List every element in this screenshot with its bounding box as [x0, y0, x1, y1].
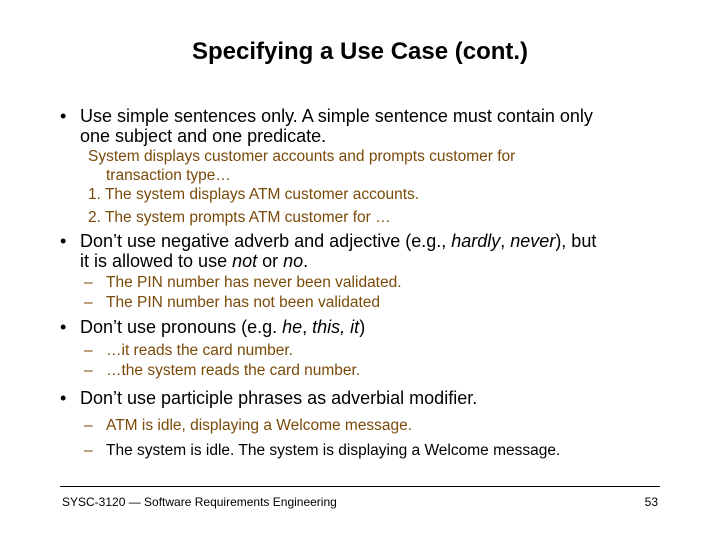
- example-dash: [84, 341, 293, 360]
- bullet-participle-phrases: [60, 388, 680, 408]
- bullet-text: [60, 106, 680, 146]
- dash-text: ATM is idle, displaying a Welcome message.: [106, 417, 413, 434]
- bullet-pronouns: [60, 317, 680, 337]
- bullet-text: [60, 317, 680, 337]
- dash-text: …it reads the card number.: [106, 342, 293, 359]
- dash-marker: –: [84, 294, 93, 311]
- bullet-line: Use simple sentences only. A simple sentence must contain only: [80, 106, 593, 126]
- dash-text: …the system reads the card number.: [106, 362, 361, 379]
- slide-title: Specifying a Use Case (cont.): [191, 38, 529, 65]
- example-dash: [84, 361, 360, 380]
- footer-course: SYSC-3120 — Software Requirements Engineering: [62, 495, 337, 509]
- example-dash: [84, 293, 380, 312]
- bullet-line: Don’t use pronouns (e.g. he, this, it): [80, 317, 366, 337]
- example-line: 2. The system prompts ATM customer for …: [88, 209, 391, 226]
- dash-marker: –: [84, 342, 93, 359]
- bullet-text: [60, 388, 680, 408]
- bullet-line: Don’t use participle phrases as adverbial modifier.: [80, 388, 478, 408]
- dash-text: The PIN number has never been validated.: [106, 274, 402, 291]
- bullet-line: Don’t use negative adverb and adjective (e.g., hardly, never), but: [80, 231, 597, 251]
- bullet-line: it is allowed to use not or no.: [80, 251, 309, 271]
- example-dash: [84, 273, 402, 292]
- bullet-simple-sentences: [60, 106, 680, 146]
- dash-marker: –: [84, 442, 93, 459]
- example-dash: [84, 416, 412, 435]
- bullet-marker: •: [60, 106, 67, 126]
- bullet-text: [60, 231, 680, 271]
- page-number: 53: [644, 495, 658, 509]
- dash-marker: –: [84, 362, 93, 379]
- dash-text: The system is idle. The system is displaying a Welcome message.: [106, 442, 561, 459]
- example-line: 1. The system displays ATM customer accounts.: [88, 186, 420, 203]
- bullet-marker: •: [60, 388, 67, 408]
- example-line: transaction type…: [106, 167, 231, 184]
- bullet-line: one subject and one predicate.: [80, 126, 327, 146]
- bullet-marker: •: [60, 231, 67, 251]
- bullet-marker: •: [60, 317, 67, 337]
- bullet-negative-adverbs: [60, 231, 680, 271]
- example-line: System displays customer accounts and prompts customer for: [88, 148, 516, 165]
- example-dash: [84, 441, 560, 460]
- footer-divider: [60, 486, 660, 487]
- dash-marker: –: [84, 417, 93, 434]
- dash-text: The PIN number has not been validated: [106, 294, 381, 311]
- dash-marker: –: [84, 274, 93, 291]
